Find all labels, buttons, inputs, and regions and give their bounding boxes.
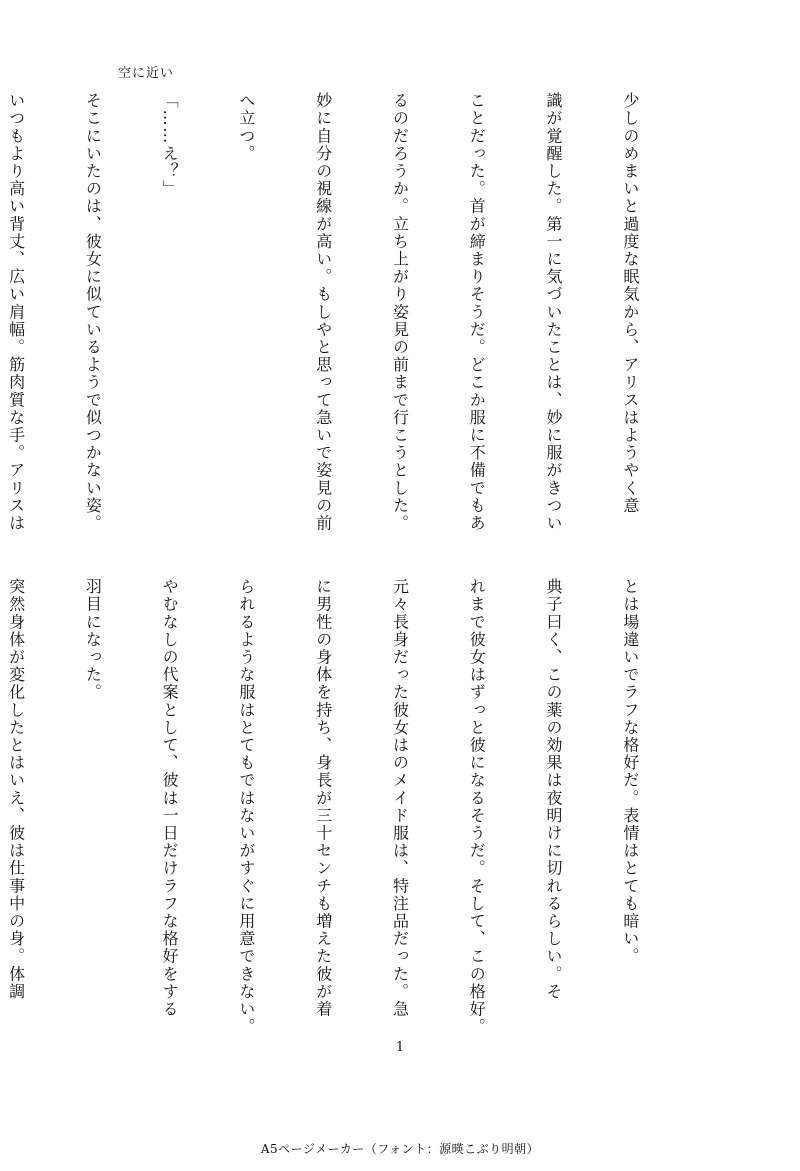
text-line: ことだった。首が締まりそうだ。どこか服に不備でもあ (467, 92, 487, 532)
text-line: 識が覚醒した。第一に気づいたことは、妙に服がきつい (544, 92, 564, 532)
text-line: 少しのめまいと過度な眠気から、アリスはようやく意 (620, 92, 640, 515)
text-line: れまで彼女はずっと彼になるそうだ。そして、この格好。 (467, 578, 487, 1036)
text-block-top (6, 92, 694, 542)
text-line: へ立つ。 (236, 92, 256, 163)
text-line: 「……え？」 (160, 92, 180, 198)
text-line: るのだろうか。立ち上がり姿見の前まで行こうとした。 (390, 92, 410, 532)
text-line: 元々長身だった彼女はのメイド服は、特注品だった。急 (390, 578, 410, 1018)
footer-credit: A5ページメーカー（フォント：源暎こぶり明朝） (260, 1142, 540, 1156)
text-line: やむなしの代案として、彼は一日だけラフな格好をする (160, 578, 180, 1018)
text-line: 羽目になった。 (83, 578, 103, 702)
text-block-bottom (6, 578, 694, 1036)
page-number: 1 (395, 1040, 405, 1055)
text-line: そこにいたのは、彼女に似ているようで似つかない姿。 (83, 92, 103, 532)
text-line: 突然身体が変化したとはいえ、彼は仕事中の身。体調 (6, 578, 26, 1001)
running-title: 空に近い (118, 66, 175, 81)
text-line: とは場違いでラフな格好だ。表情はとても暗い。 (620, 578, 640, 966)
text-line: 妙に自分の視線が高い。もしやと思って急いで姿見の前 (313, 92, 333, 532)
text-line: に男性の身体を持ち、身長が三十センチも増えた彼が着 (313, 578, 333, 1018)
text-line: いつもより高い背丈、広い肩幅。筋肉質な手。アリスは (6, 92, 26, 532)
text-line: 典子曰く、この薬の効果は夜明けに切れるらしい。そ (544, 578, 564, 1001)
text-line: られるような服はとてもではないがすぐに用意できない。 (236, 578, 256, 1036)
